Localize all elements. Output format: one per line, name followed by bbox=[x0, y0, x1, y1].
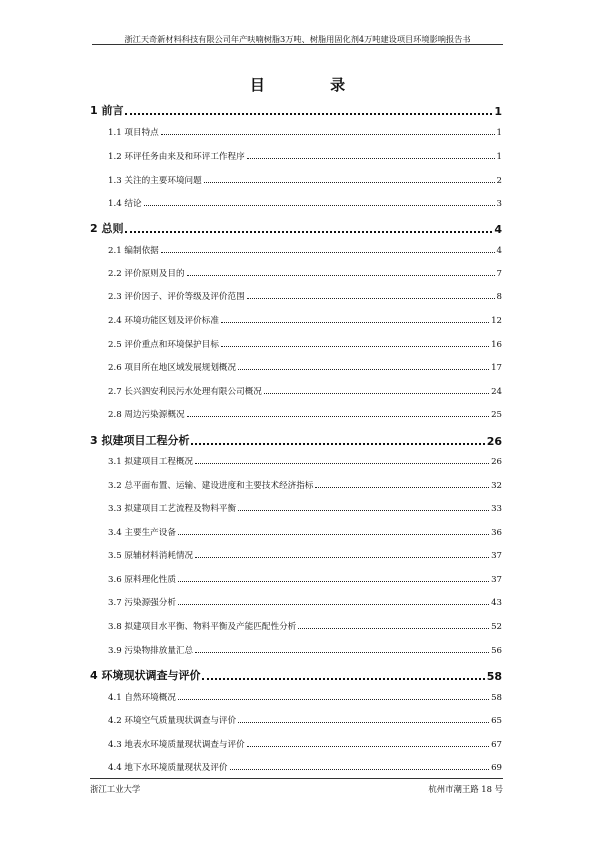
toc-entry-label: 3.2 总平面布置、运输、建设进度和主要技术经济指标 bbox=[108, 481, 314, 491]
toc-entry-page-number: 1 bbox=[496, 128, 502, 138]
toc-entry-label: 3.5 原辅材料消耗情况 bbox=[108, 551, 194, 561]
toc-entry-label: 1.1 项目特点 bbox=[108, 128, 159, 138]
footer-right: 杭州市潮王路 18 号 bbox=[428, 784, 503, 794]
toc-entry-label: 4.4 地下水环境质量现状及评价 bbox=[108, 763, 228, 773]
toc-chapter-entry[interactable] bbox=[90, 432, 502, 448]
toc-chapter-entry[interactable] bbox=[90, 667, 502, 683]
toc-entry-page-number: 4 bbox=[494, 223, 502, 236]
toc-entry-label: 3.9 污染物排放量汇总 bbox=[108, 646, 194, 656]
dot-leader bbox=[238, 368, 489, 370]
running-header bbox=[92, 28, 503, 45]
dot-leader bbox=[144, 204, 495, 206]
dot-leader bbox=[195, 651, 489, 653]
toc-entry-page-number: 52 bbox=[491, 622, 502, 632]
toc-entry-page-number: 32 bbox=[491, 481, 502, 491]
toc-section-entry[interactable] bbox=[108, 385, 502, 397]
toc-entry-page-number: 17 bbox=[491, 363, 502, 373]
dot-leader bbox=[238, 509, 489, 511]
toc-section-entry[interactable] bbox=[108, 761, 502, 773]
toc-section-entry[interactable] bbox=[108, 502, 502, 514]
toc-section-entry[interactable] bbox=[108, 174, 502, 186]
toc-entry-page-number: 24 bbox=[491, 387, 502, 397]
running-header-text: 浙江天奇新材料科技有限公司年产呋喃树脂3万吨、树脂用固化剂4万吨建设项目环境影响报告书 bbox=[124, 34, 471, 44]
toc-section-entry[interactable] bbox=[108, 244, 502, 256]
dot-leader bbox=[191, 442, 484, 445]
dot-leader bbox=[178, 698, 489, 700]
dot-leader bbox=[221, 345, 489, 347]
dot-leader bbox=[187, 274, 495, 276]
toc-section-entry[interactable] bbox=[108, 573, 502, 585]
dot-leader bbox=[230, 768, 490, 770]
toc-section-entry[interactable] bbox=[108, 738, 502, 750]
toc-section-entry[interactable] bbox=[108, 691, 502, 703]
toc-chapter-entry[interactable] bbox=[90, 220, 502, 236]
toc-entry-label: 1.3 关注的主要环境问题 bbox=[108, 176, 202, 186]
toc-section-entry[interactable] bbox=[108, 644, 502, 656]
toc-section-entry[interactable] bbox=[108, 714, 502, 726]
toc-section-entry[interactable] bbox=[108, 290, 502, 302]
toc-entry-page-number: 3 bbox=[496, 199, 502, 209]
dot-leader bbox=[161, 133, 495, 135]
toc-entry-page-number: 43 bbox=[491, 598, 502, 608]
toc-section-entry[interactable] bbox=[108, 361, 502, 373]
toc-section-entry[interactable] bbox=[108, 479, 502, 491]
toc-entry-label: 3.3 拟建项目工艺流程及物料平衡 bbox=[108, 504, 237, 514]
footer-rule bbox=[90, 778, 503, 779]
dot-leader bbox=[247, 297, 495, 299]
footer-left: 浙江工业大学 bbox=[90, 784, 141, 794]
toc-chapter-entry[interactable] bbox=[90, 102, 502, 118]
dot-leader bbox=[247, 745, 489, 747]
toc-section-entry[interactable] bbox=[108, 408, 502, 420]
toc-section-entry[interactable] bbox=[108, 526, 502, 538]
toc-section-entry[interactable] bbox=[108, 197, 502, 209]
dot-leader bbox=[298, 627, 489, 629]
toc-section-entry[interactable] bbox=[108, 549, 502, 561]
toc-entry-label: 2 总则 bbox=[90, 222, 124, 235]
dot-leader bbox=[315, 486, 489, 488]
toc-entry-page-number: 2 bbox=[496, 176, 502, 186]
dot-leader bbox=[264, 392, 489, 394]
toc-entry-page-number: 56 bbox=[491, 646, 502, 656]
dot-leader bbox=[247, 157, 495, 159]
toc-entry-label: 4.2 环境空气质量现状调查与评价 bbox=[108, 716, 237, 726]
dot-leader bbox=[125, 230, 492, 233]
toc-entry-label: 2.5 评价重点和环境保护目标 bbox=[108, 340, 219, 350]
toc-entry-page-number: 58 bbox=[491, 693, 502, 703]
toc-section-entry[interactable] bbox=[108, 338, 502, 350]
toc-entry-page-number: 67 bbox=[491, 740, 502, 750]
toc-entry-page-number: 33 bbox=[491, 504, 502, 514]
toc-entry-page-number: 7 bbox=[496, 269, 502, 279]
dot-leader bbox=[161, 251, 495, 253]
toc-entry-label: 2.7 长兴泗安利民污水处理有限公司概况 bbox=[108, 387, 262, 397]
dot-leader bbox=[178, 580, 489, 582]
toc-section-entry[interactable] bbox=[108, 150, 502, 162]
dot-leader bbox=[187, 415, 490, 417]
toc-entry-label: 2.2 评价原则及目的 bbox=[108, 269, 185, 279]
toc-entry-label: 2.1 编制依据 bbox=[108, 246, 159, 256]
toc-entry-label: 1.4 结论 bbox=[108, 199, 142, 209]
toc-entry-page-number: 37 bbox=[491, 575, 502, 585]
toc-entry-page-number: 65 bbox=[491, 716, 502, 726]
toc-entry-page-number: 4 bbox=[496, 246, 502, 256]
toc-section-entry[interactable] bbox=[108, 126, 502, 138]
dot-leader bbox=[195, 462, 489, 464]
toc-entry-page-number: 36 bbox=[491, 528, 502, 538]
toc-entry-label: 2.8 周边污染源概况 bbox=[108, 410, 185, 420]
toc-entry-label: 3.7 污染源强分析 bbox=[108, 598, 176, 608]
toc-entry-label: 3 拟建项目工程分析 bbox=[90, 434, 190, 447]
dot-leader bbox=[125, 112, 492, 115]
toc-entry-label: 3.8 拟建项目水平衡、物料平衡及产能匹配性分析 bbox=[108, 622, 297, 632]
toc-section-entry[interactable] bbox=[108, 314, 502, 326]
toc-entry-label: 2.3 评价因子、评价等级及评价范围 bbox=[108, 292, 245, 302]
dot-leader bbox=[178, 603, 489, 605]
toc-entry-page-number: 26 bbox=[486, 435, 502, 448]
toc-entry-page-number: 16 bbox=[491, 340, 502, 350]
toc-section-entry[interactable] bbox=[108, 267, 502, 279]
toc-section-entry[interactable] bbox=[108, 455, 502, 467]
toc-entry-page-number: 1 bbox=[494, 105, 502, 118]
toc-entry-label: 3.4 主要生产设备 bbox=[108, 528, 176, 538]
toc-section-entry[interactable] bbox=[108, 596, 502, 608]
toc-entry-label: 4.1 自然环境概况 bbox=[108, 693, 176, 703]
toc-entry-page-number: 69 bbox=[491, 763, 502, 773]
page-title: 目 录 bbox=[249, 76, 376, 94]
toc-entry-label: 3.6 原料理化性质 bbox=[108, 575, 176, 585]
dot-leader bbox=[204, 181, 495, 183]
dot-leader bbox=[178, 533, 489, 535]
toc-entry-label: 2.4 环境功能区划及评价标准 bbox=[108, 316, 219, 326]
toc-entry-label: 2.6 项目所在地区域发展规划概况 bbox=[108, 363, 237, 373]
toc-entry-page-number: 1 bbox=[496, 152, 502, 162]
toc-entry-page-number: 25 bbox=[491, 410, 502, 420]
toc-section-entry[interactable] bbox=[108, 620, 502, 632]
toc-entry-page-number: 37 bbox=[491, 551, 502, 561]
toc-entry-label: 1.2 环评任务由来及和环评工作程序 bbox=[108, 152, 245, 162]
toc-entry-label: 4.3 地表水环境质量现状调查与评价 bbox=[108, 740, 245, 750]
dot-leader bbox=[238, 721, 489, 723]
dot-leader bbox=[202, 677, 484, 680]
toc-entry-label: 1 前言 bbox=[90, 104, 124, 117]
toc-entry-label: 4 环境现状调查与评价 bbox=[90, 669, 201, 682]
toc-entry-page-number: 26 bbox=[491, 457, 502, 467]
dot-leader bbox=[195, 556, 489, 558]
toc-entry-page-number: 58 bbox=[486, 670, 502, 683]
toc-entry-page-number: 8 bbox=[496, 292, 502, 302]
toc-entry-page-number: 12 bbox=[491, 316, 502, 326]
toc-entry-label: 3.1 拟建项目工程概况 bbox=[108, 457, 194, 467]
dot-leader bbox=[221, 321, 489, 323]
